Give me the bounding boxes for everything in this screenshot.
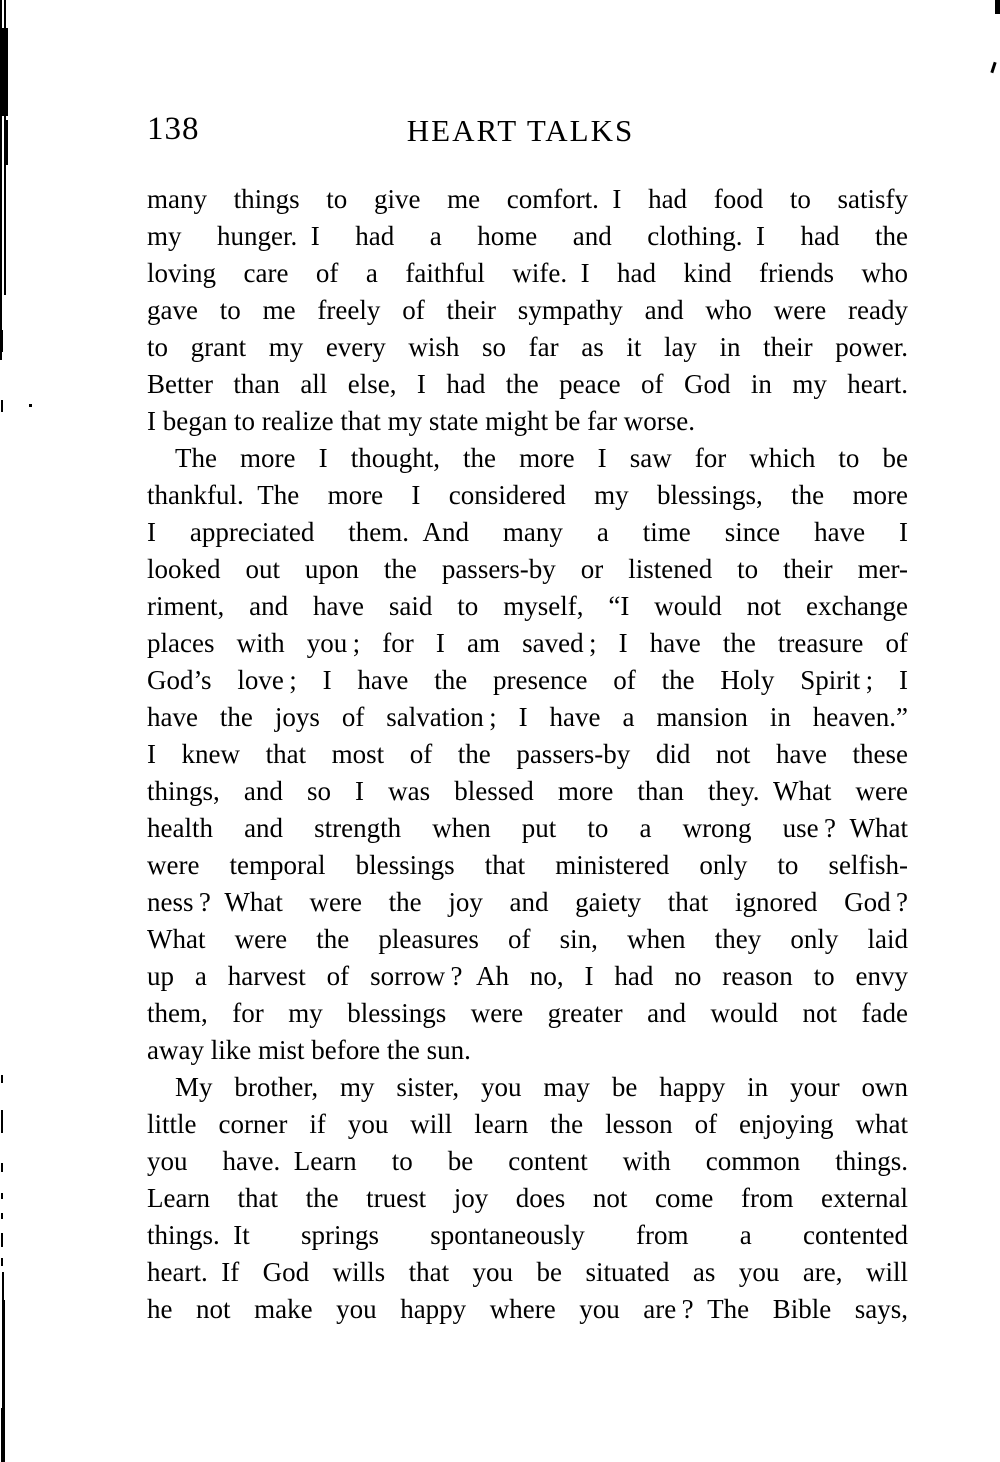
text-line: up a harvest of sorrow ? Ah no, I had no reason to envy	[147, 961, 908, 991]
running-title: HEART TALKS	[406, 113, 635, 148]
text-line: looked out upon the passers-by or listened to their mer-	[147, 554, 908, 584]
text-line: little corner if you will learn the lesson of enjoying what	[147, 1109, 908, 1139]
text-line: I appreciated them. And many a time since have I	[147, 517, 908, 547]
scan-artifact	[29, 404, 32, 407]
text-line: to grant my every wish so far as it lay in their power.	[147, 332, 908, 362]
scan-artifact	[1, 1408, 5, 1462]
scan-artifact	[1, 330, 3, 352]
scan-artifact	[1, 1075, 3, 1083]
text-line: things. It springs spontaneously from a contented	[147, 1220, 908, 1250]
scan-artifact	[1, 1193, 3, 1199]
scan-artifact	[1, 1233, 3, 1247]
text-line: loving care of a faithful wife. I had kind friends who	[147, 258, 908, 288]
paragraph	[147, 440, 908, 1069]
text-line: thankful. The more I considered my blessings, the more	[147, 480, 908, 510]
text-line: Learn that the truest joy does not come from external	[147, 1183, 908, 1213]
text-line: My brother, my sister, you may be happy in your own	[175, 1072, 908, 1102]
text-line: I knew that most of the passers-by did not have these	[147, 739, 908, 769]
scan-artifact	[1, 400, 3, 412]
text-line: God’s love ; I have the presence of the Holy Spirit ; I	[147, 665, 908, 695]
text-line: you have. Learn to be content with common things.	[147, 1146, 908, 1176]
page-header	[147, 106, 908, 150]
text-line: places with you ; for I am saved ; I have the treasure of	[147, 628, 908, 658]
text-line: them, for my blessings were greater and would not fade	[147, 998, 908, 1028]
text-line: Better than all else, I had the peace of God in my heart.	[147, 369, 908, 399]
paragraph	[147, 181, 908, 440]
text-line: things, and so I was blessed more than they. What were	[147, 776, 908, 806]
text-line: my hunger. I had a home and clothing. I had the	[147, 221, 908, 251]
text-line: What were the pleasures of sin, when they only laid	[147, 924, 908, 954]
text-line: The more I thought, the more I saw for which to be	[175, 443, 908, 473]
scan-artifact	[1, 1110, 3, 1133]
text-line: have the joys of salvation ; I have a mansion in heaven.”	[147, 702, 908, 732]
paragraph	[147, 1069, 908, 1328]
text-line: I began to realize that my state might be far worse.	[147, 406, 696, 436]
body-text	[147, 181, 908, 1328]
scan-artifact	[1, 1258, 3, 1266]
text-line: many things to give me comfort. I had food to satisfy	[147, 184, 908, 214]
text-line: ness ? What were the joy and gaiety that ignored God ?	[147, 887, 908, 917]
scan-artifact	[6, 120, 8, 165]
scan-artifact	[1, 1163, 3, 1172]
scan-artifact	[995, 0, 1000, 14]
text-line: were temporal blessings that ministered only to selfish-	[147, 850, 908, 880]
text-line: health and strength when put to a wrong use ? What	[147, 813, 908, 843]
text-line: riment, and have said to myself, “I would not exchange	[147, 591, 908, 621]
page-number: 138	[147, 111, 200, 147]
text-line: heart. If God wills that you be situated as you are, will	[147, 1257, 908, 1287]
scan-artifact	[2, 28, 8, 116]
scan-artifact	[990, 62, 996, 73]
text-line: away like mist before the sun.	[147, 1035, 471, 1065]
scan-artifact	[1, 1213, 3, 1219]
text-line: he not make you happy where you are ? The Bible says,	[147, 1294, 908, 1324]
text-line: gave to me freely of their sympathy and who were ready	[147, 295, 908, 325]
